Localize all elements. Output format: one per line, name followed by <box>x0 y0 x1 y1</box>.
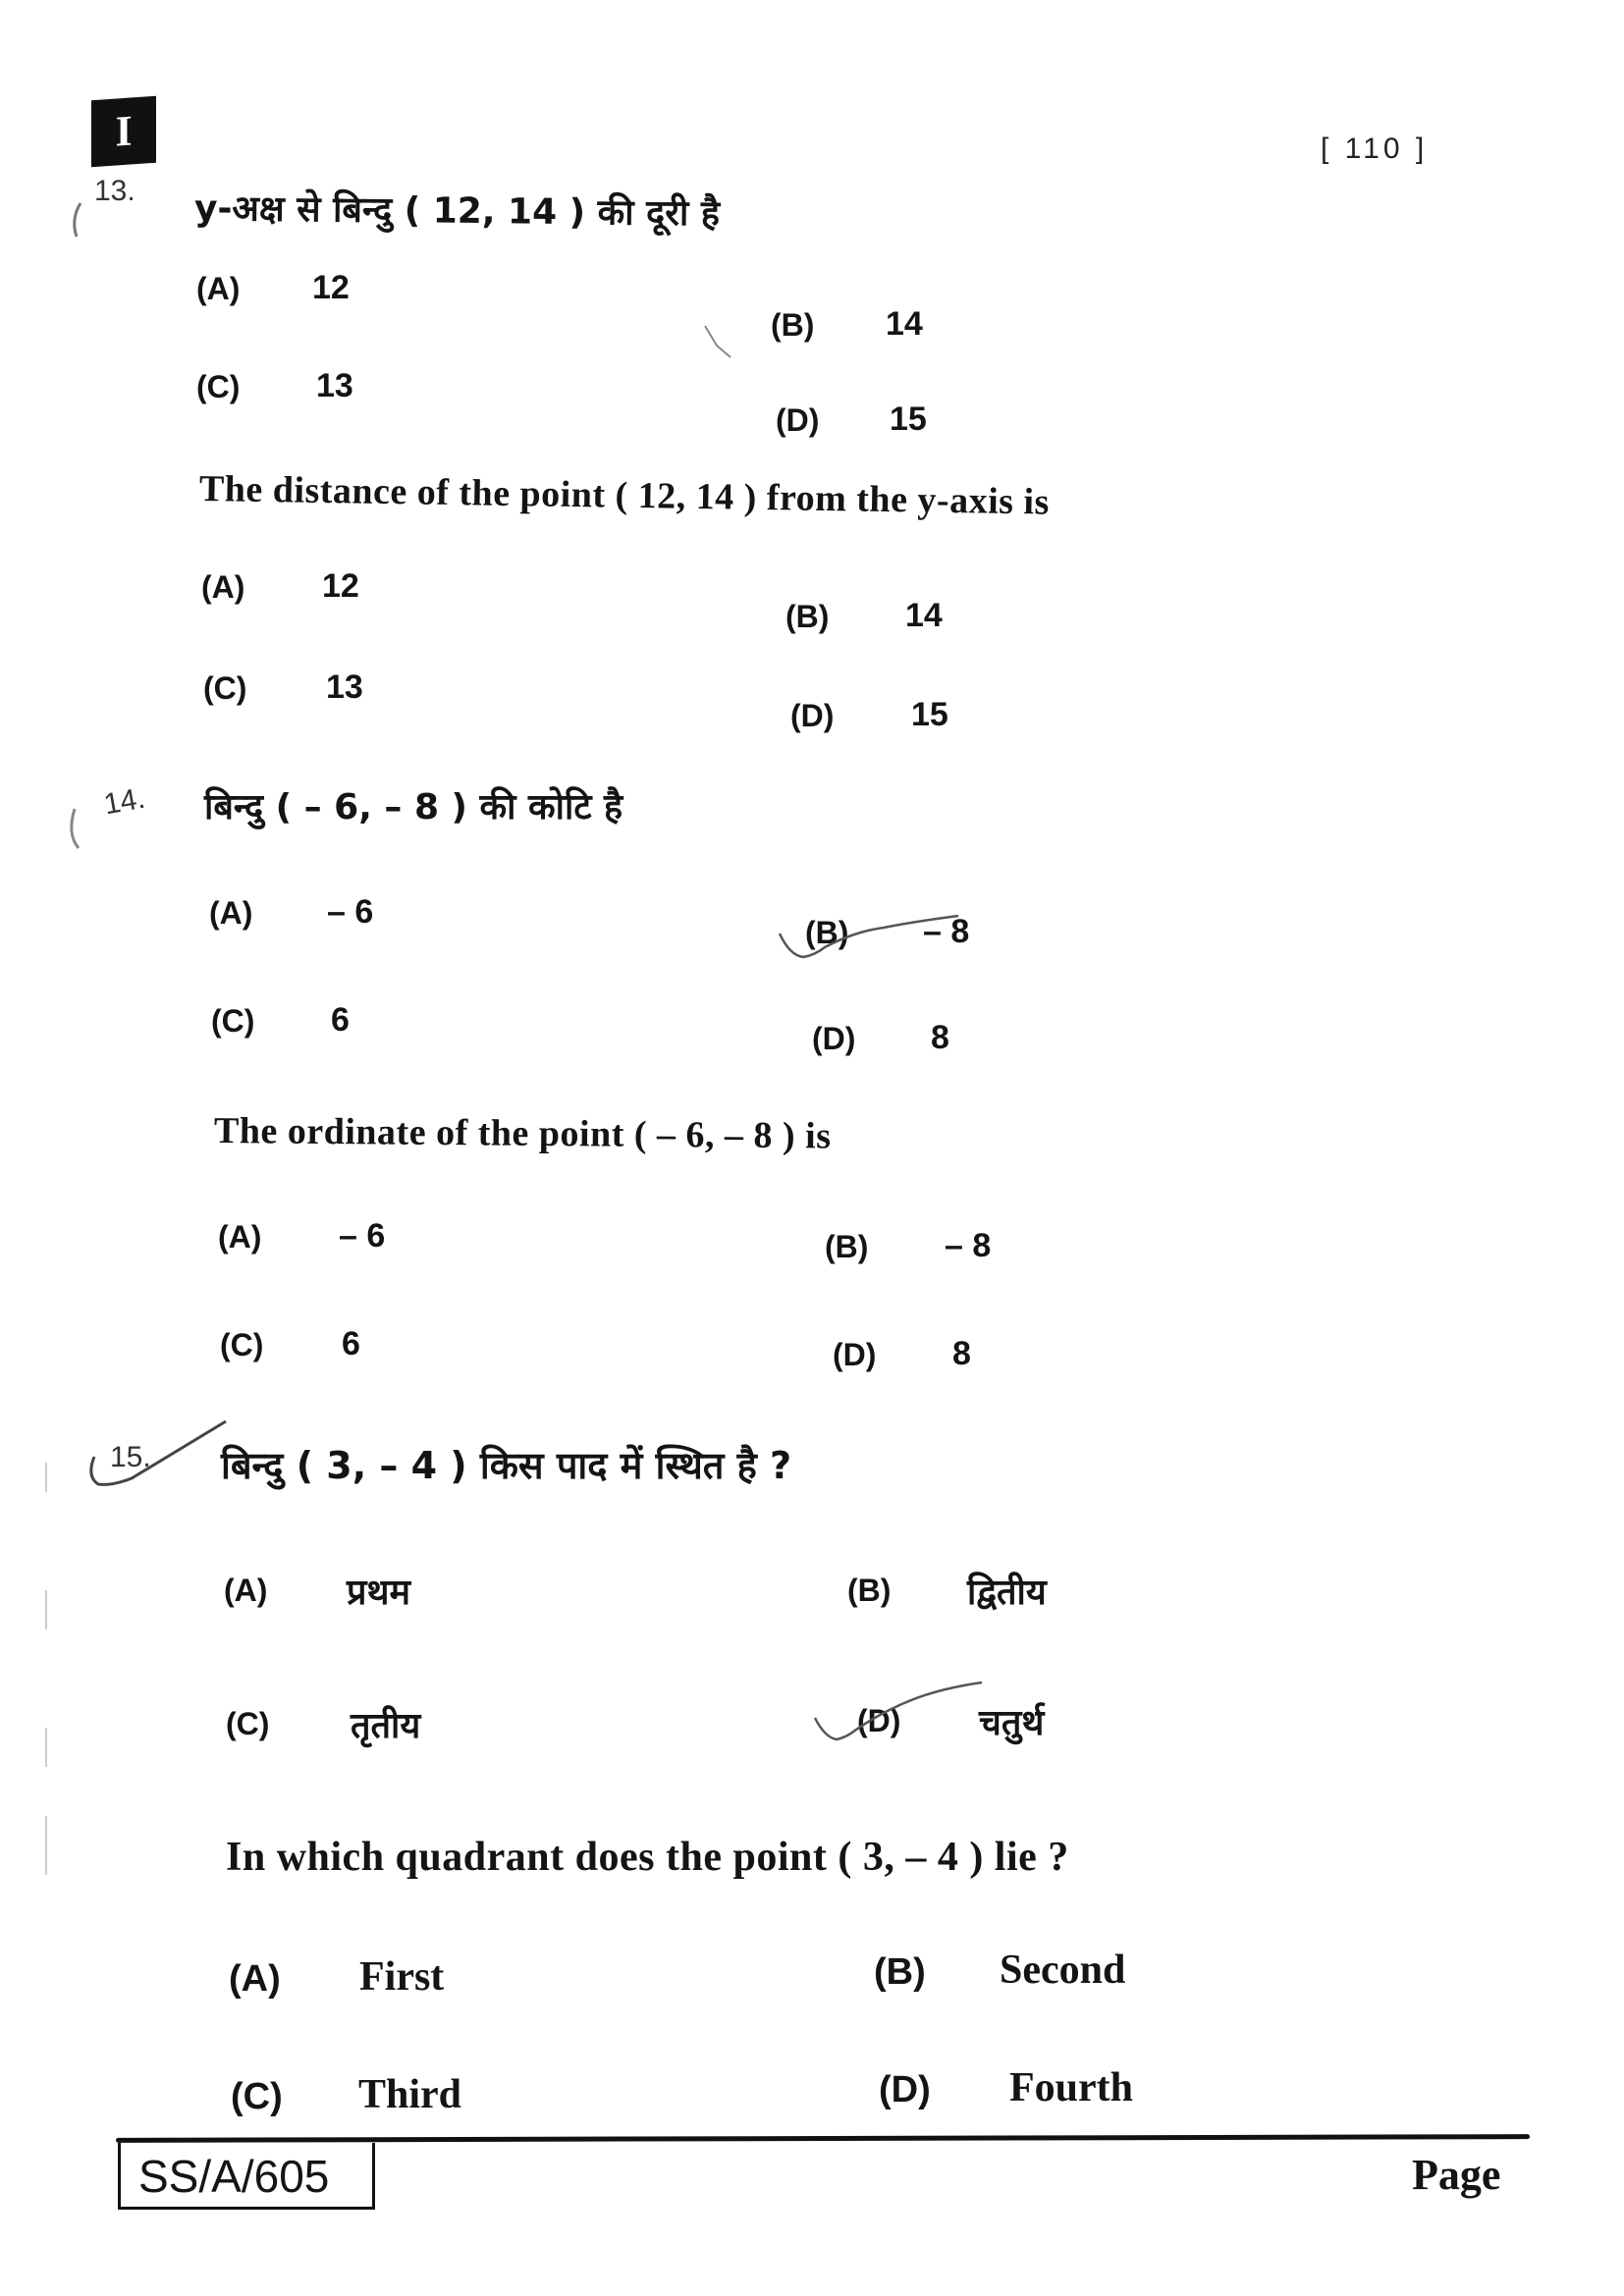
option-value-d: 15 <box>890 400 927 438</box>
question-text-hindi: y-अक्ष से बिन्दु ( 12, 14 ) की दूरी है <box>193 188 721 235</box>
option-label-a[interactable]: (A) <box>209 895 253 931</box>
option-value-c: 6 <box>331 1001 350 1039</box>
option-label-d[interactable]: (D) <box>857 1703 901 1738</box>
option-label-a[interactable]: (A) <box>224 1573 268 1608</box>
option-label-b[interactable]: (B) <box>847 1573 892 1608</box>
option-label-a[interactable]: (A) <box>196 271 241 306</box>
question-text-hindi: बिन्दु ( – 6, – 8 ) की कोटि है <box>204 787 623 828</box>
option-label-b[interactable]: (B) <box>874 1951 926 1993</box>
option-label-c[interactable]: (C) <box>220 1327 264 1362</box>
tick-mark-icon <box>703 324 742 363</box>
question-number: 13. <box>94 175 135 207</box>
option-label-d[interactable]: (D) <box>812 1021 856 1056</box>
option-value-a: – 6 <box>339 1217 386 1255</box>
option-label-c[interactable]: (C) <box>196 369 241 404</box>
option-label-d[interactable]: (D) <box>790 698 835 733</box>
option-value-a: 12 <box>312 269 350 306</box>
option-label-d[interactable]: (D) <box>776 402 820 438</box>
option-label-b[interactable]: (B) <box>805 915 849 950</box>
option-label-b[interactable]: (B) <box>785 599 830 634</box>
option-label-a[interactable]: (A) <box>218 1219 262 1255</box>
section-badge: I <box>91 96 156 168</box>
paper-code: SS/A/605 <box>118 2143 375 2210</box>
footer-divider <box>116 2134 1530 2143</box>
margin-mark <box>45 1728 47 1767</box>
question-number: 15. <box>110 1441 151 1473</box>
question-text-hindi: बिन्दु ( 3, – 4 ) किस पाद में स्थित है ? <box>221 1444 792 1487</box>
margin-mark <box>45 1463 47 1492</box>
question-number: 14. <box>101 781 148 822</box>
option-label-d[interactable]: (D) <box>833 1337 877 1372</box>
option-value-d: चतुर्थ <box>979 1703 1045 1743</box>
option-value-b: – 8 <box>923 913 970 950</box>
option-value-a: – 6 <box>327 893 374 931</box>
option-label-b[interactable]: (B) <box>825 1229 869 1264</box>
option-label-a[interactable]: (A) <box>229 1958 281 2000</box>
option-value-d: 8 <box>952 1335 971 1372</box>
option-value-c: Third <box>358 2072 462 2117</box>
option-value-c: तृतीय <box>351 1706 421 1746</box>
option-value-b: द्वितीय <box>967 1573 1047 1613</box>
option-label-c[interactable]: (C) <box>226 1706 270 1741</box>
question-text-english: The distance of the point ( 12, 14 ) from the y-axis is <box>198 468 1051 523</box>
option-value-a: प्रथम <box>347 1573 411 1613</box>
option-value-d: 8 <box>931 1019 949 1056</box>
margin-mark <box>45 1590 47 1629</box>
tick-mark-icon <box>65 805 94 854</box>
option-value-c: 13 <box>316 367 353 404</box>
option-label-c[interactable]: (C) <box>211 1003 255 1039</box>
margin-mark <box>45 1816 47 1875</box>
option-value-c: 6 <box>342 1325 360 1362</box>
answer-tick-icon <box>82 1414 230 1492</box>
option-value-b: 14 <box>905 597 943 634</box>
option-value-b: – 8 <box>945 1227 992 1264</box>
question-text-english: The ordinate of the point ( – 6, – 8 ) is <box>213 1110 832 1157</box>
option-value-a: First <box>359 1954 445 2000</box>
option-value-b: Second <box>1000 1948 1126 1993</box>
answer-tick-icon <box>813 1679 990 1747</box>
option-label-a[interactable]: (A) <box>201 569 245 605</box>
option-label-d[interactable]: (D) <box>879 2069 931 2110</box>
option-value-c: 13 <box>326 668 363 706</box>
option-label-c[interactable]: (C) <box>231 2076 283 2117</box>
option-value-a: 12 <box>322 567 359 605</box>
question-text-english: In which quadrant does the point ( 3, – 4 ) lie ? <box>226 1835 1069 1880</box>
option-label-c[interactable]: (C) <box>203 670 247 706</box>
answer-tick-icon <box>776 908 962 967</box>
option-label-b[interactable]: (B) <box>771 307 815 343</box>
page-label: Page <box>1412 2151 1501 2199</box>
option-value-b: 14 <box>886 305 923 343</box>
page-number: [ 110 ] <box>1321 133 1429 165</box>
option-value-d: Fourth <box>1009 2065 1133 2110</box>
tick-mark-icon <box>67 201 96 240</box>
option-value-d: 15 <box>911 696 948 733</box>
